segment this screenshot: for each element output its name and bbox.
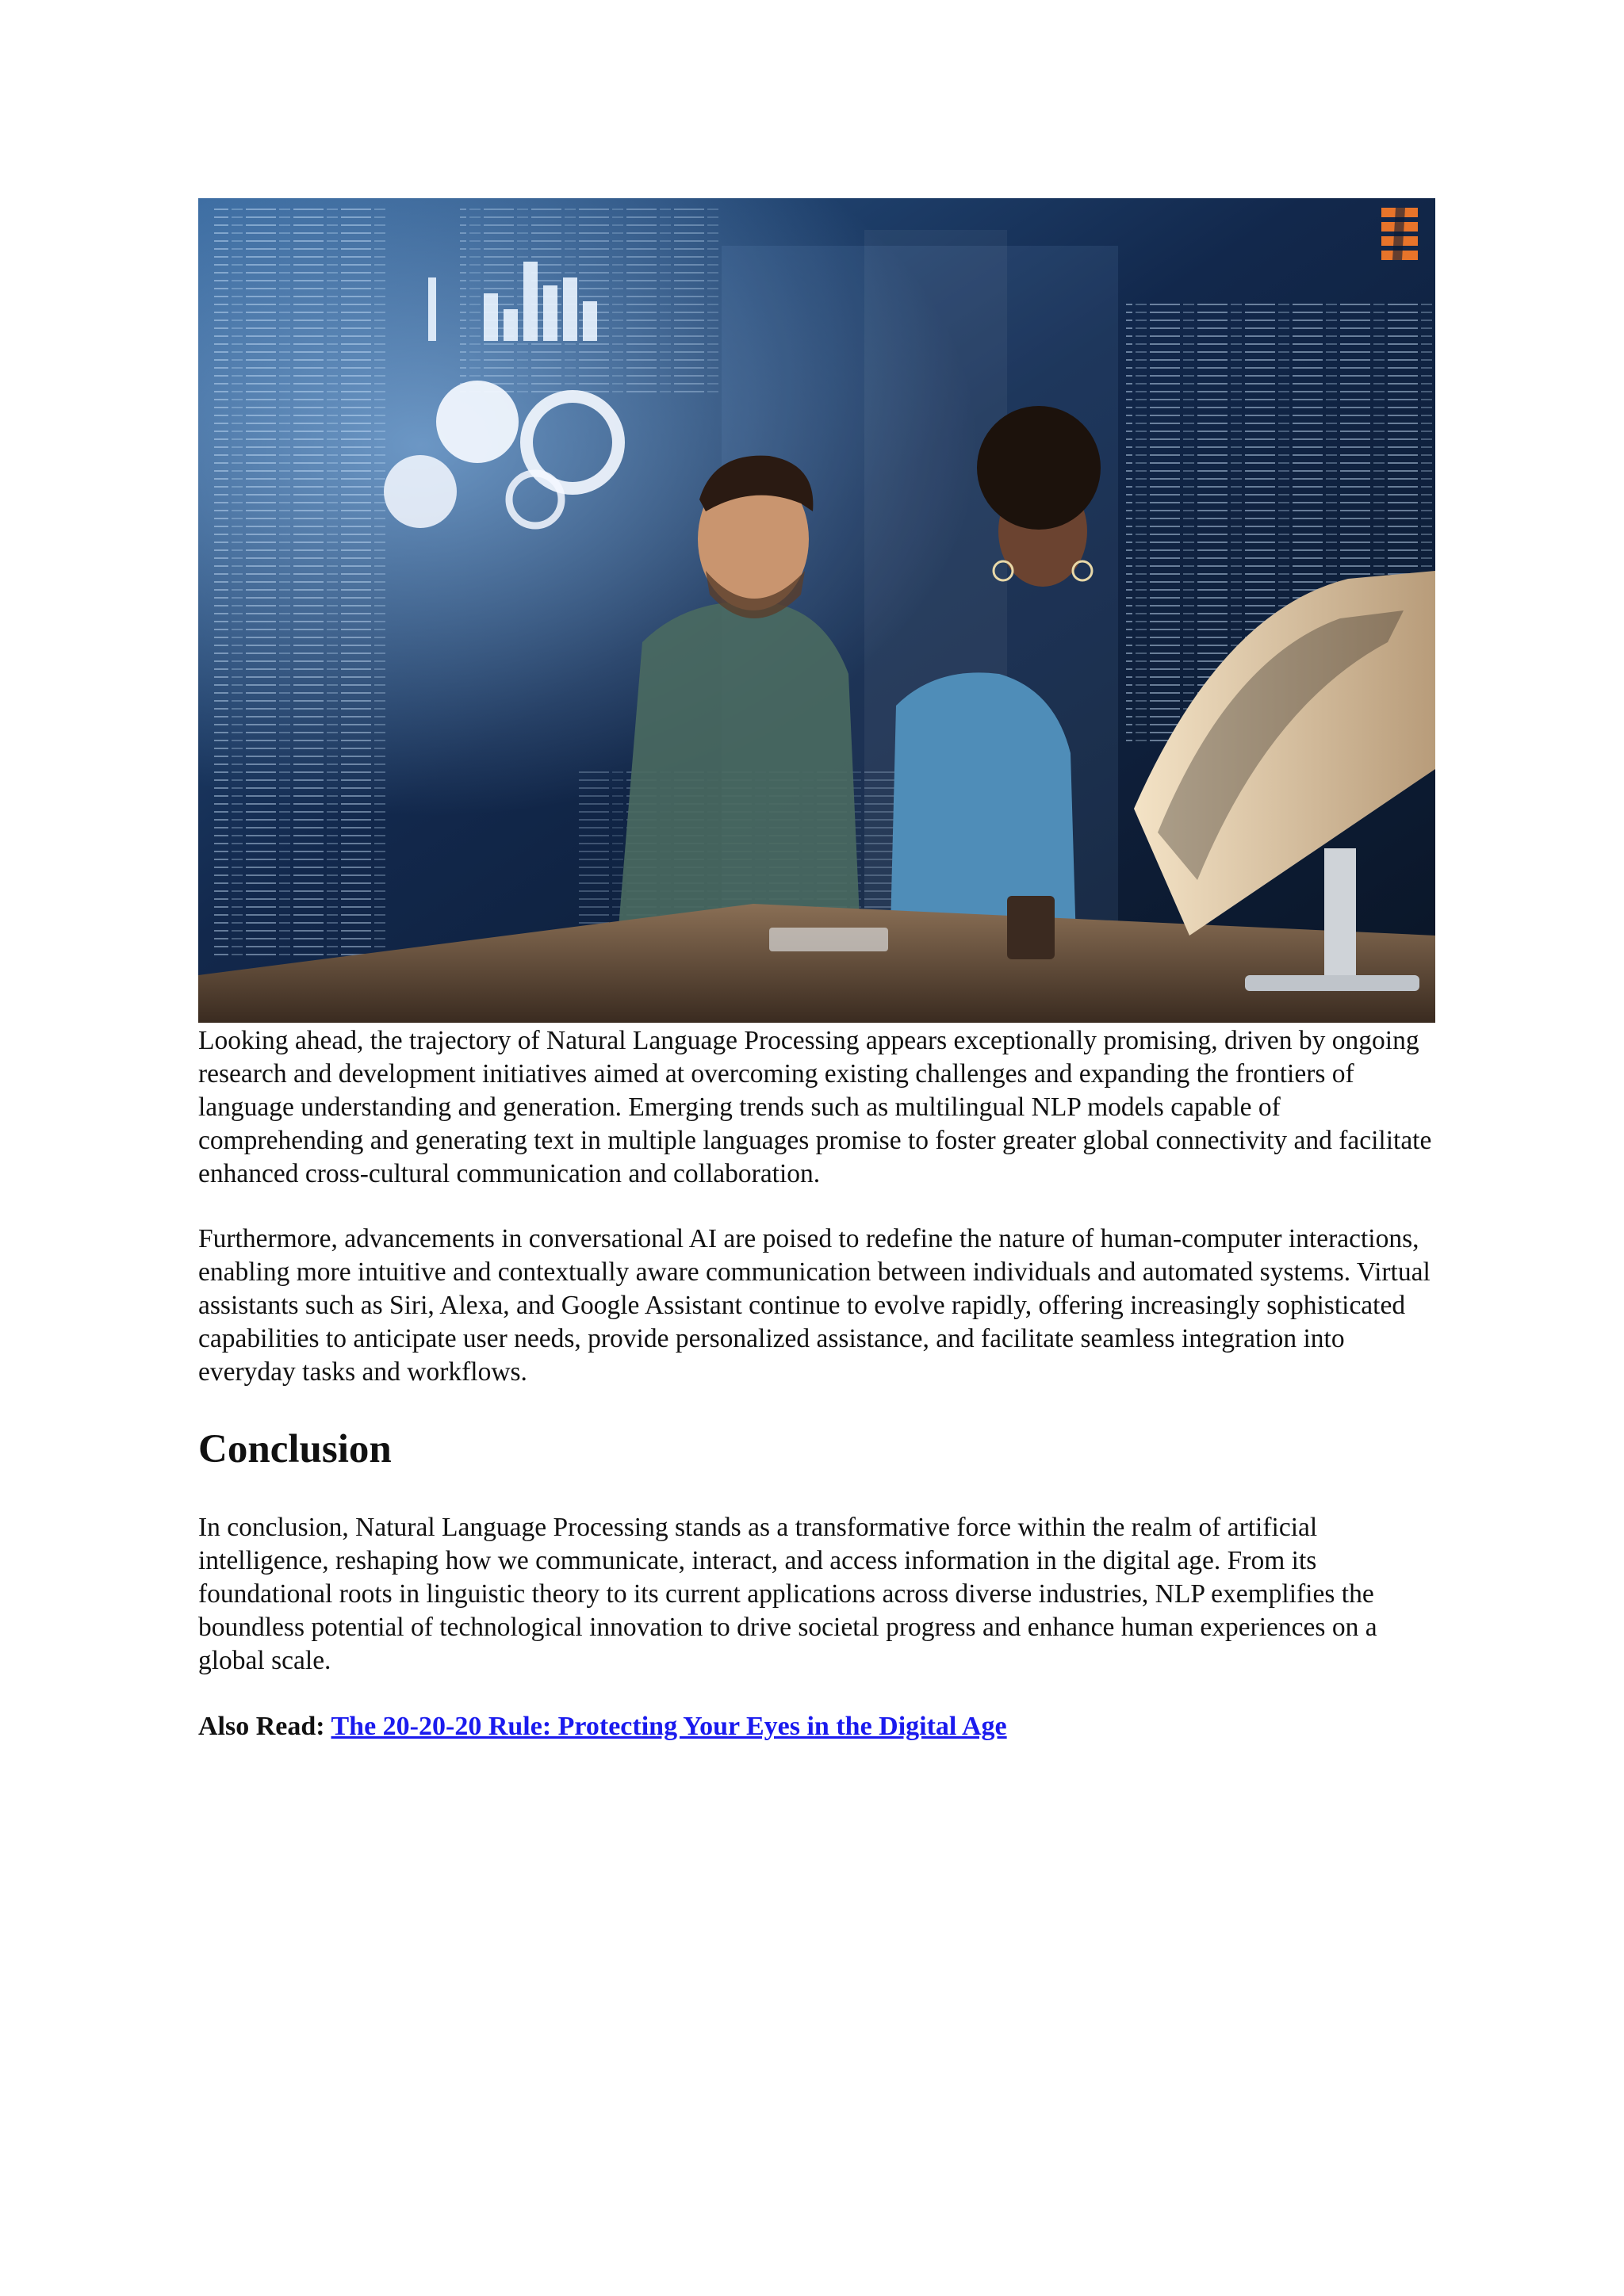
paragraph-outlook: Looking ahead, the trajectory of Natural Language Processing appears exceptionally promising, driven by ongoing research and development initiatives aimed at overcoming existing challenges and expanding the frontiers of language understanding and generation. Emerging trends such as multilingual NLP models capable of comprehending and generating text in multiple languages promise to foster greater global connectivity and facilitate enhanced cross-cultural communication and collaboration. xyxy=(198,1026,1432,1188)
paragraph-conclusion: In conclusion, Natural Language Processing stands as a transformative force within the realm of artificial intelligence, reshaping how we communicate, interact, and access information in the digital age. From its foundational roots in linguistic theory to its current applications across diverse industries, NLP exemplifies the boundless potential of technological innovation to drive societal progress and enhance human experiences on a global scale. xyxy=(198,1513,1377,1675)
hero-image xyxy=(198,198,1435,1023)
also-read-line xyxy=(198,1709,1435,1744)
also-read-label: Also Read: xyxy=(198,1712,325,1741)
section-heading-conclusion: Conclusion xyxy=(198,1427,392,1471)
also-read-link[interactable]: The 20-20-20 Rule: Protecting Your Eyes in the Digital Age xyxy=(331,1712,1007,1741)
office-photo-illustration xyxy=(198,198,1435,1023)
document-page xyxy=(198,198,1435,1744)
paragraph-conversational-ai: Furthermore, advancements in conversational AI are poised to redefine the nature of human-computer interactions, enabling more intuitive and contextually aware communication between individuals and automated systems. Virtual assistants such as Siri, Alexa, and Google Assistant continue to evolve rapidly, offering increasingly sophisticated capabilities to anticipate user needs, provide personalized assistance, and facilitate seamless integration into everyday tasks and workflows. xyxy=(198,1224,1431,1387)
